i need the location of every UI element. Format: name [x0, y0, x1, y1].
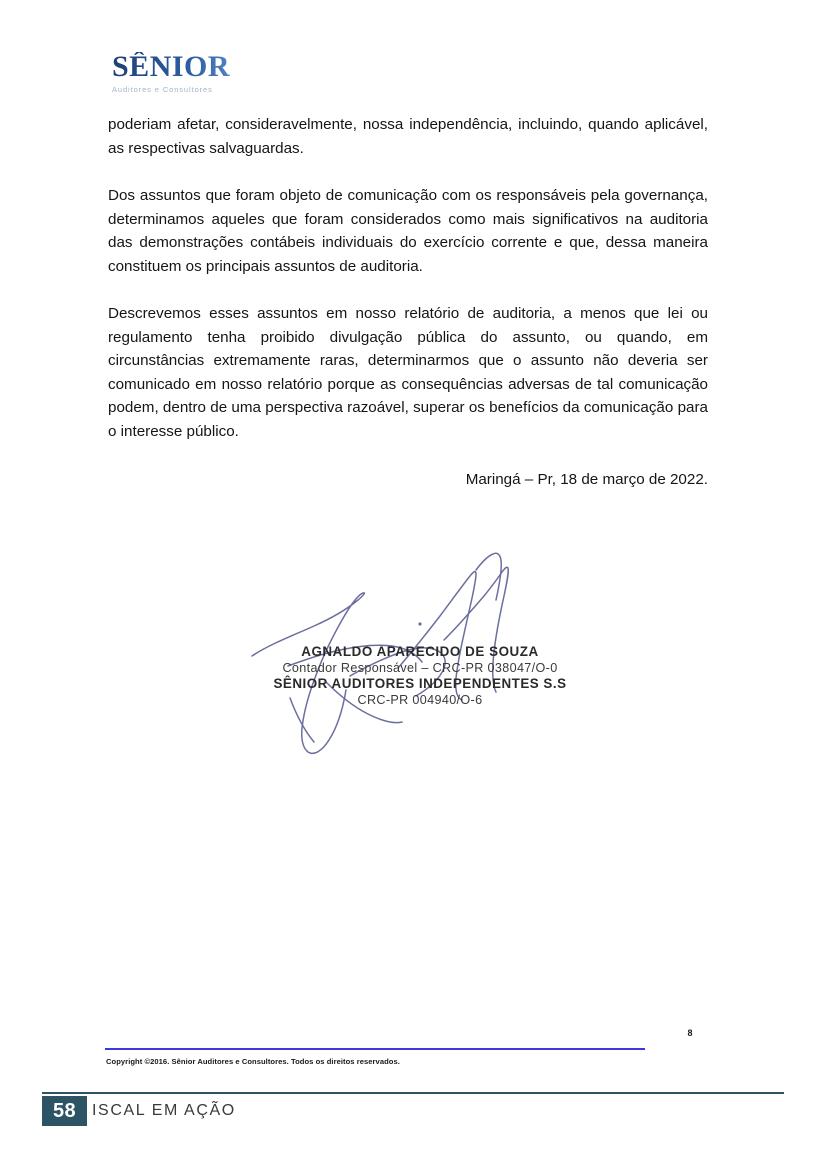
signature-block — [230, 548, 610, 768]
bottom-bar-divider — [42, 1092, 784, 1094]
signer-firm: SÊNIOR AUDITORES INDEPENDENTES S.S — [273, 676, 567, 691]
signature-caption — [230, 644, 610, 708]
footer-copyright: Copyright ©2016. Sênior Auditores e Consultores. Todos os direitos reservados. — [106, 1057, 400, 1066]
footer-page-number: 8 — [687, 1028, 693, 1038]
paragraph-governance: Dos assuntos que foram objeto de comunicação com os responsáveis pela governança, determinamos aqueles que foram considerados como mais significativos na auditoria das demonstrações contábeis individuais do exercício corrente e que, dessa maneira constituem os principais assuntos de auditoria. — [108, 187, 708, 275]
bottom-bar-publication-title: ISCAL EM AÇÃO — [92, 1102, 236, 1119]
signer-role-and-crc: Contador Responsável – CRC-PR 038047/O-0 — [282, 661, 558, 675]
paragraph-disclosure: Descrevemos esses assuntos em nosso relatório de auditoria, a menos que lei ou regulamento tenha proibido divulgação pública do assunto, ou quando, em circunstâncias extremamente raras, determinarmos que o assunto não deveria ser comunicado em nosso relatório porque as consequências adversas de tal comunicação podem, dentro de uma perspectiva razoável, superar os benefícios da comunicação para o interesse público. — [108, 305, 708, 440]
signer-name: AGNALDO APARECIDO DE SOUZA — [301, 644, 539, 659]
bottom-bar-page-badge: 58 — [42, 1096, 87, 1126]
firm-crc: CRC-PR 004940/O-6 — [357, 693, 483, 707]
place-and-date: Maringá – Pr, 18 de março de 2022. — [465, 471, 708, 488]
company-logo — [112, 52, 322, 104]
logo-wordmark: SÊNIOR — [112, 52, 322, 82]
footer-divider — [105, 1048, 645, 1050]
logo-tagline: Auditores e Consultores — [112, 85, 213, 94]
paragraph-independence: poderiam afetar, consideravelmente, nossa independência, incluindo, quando aplicável, as respectivas salvaguardas. — [108, 116, 708, 157]
body-text-column — [108, 113, 708, 443]
